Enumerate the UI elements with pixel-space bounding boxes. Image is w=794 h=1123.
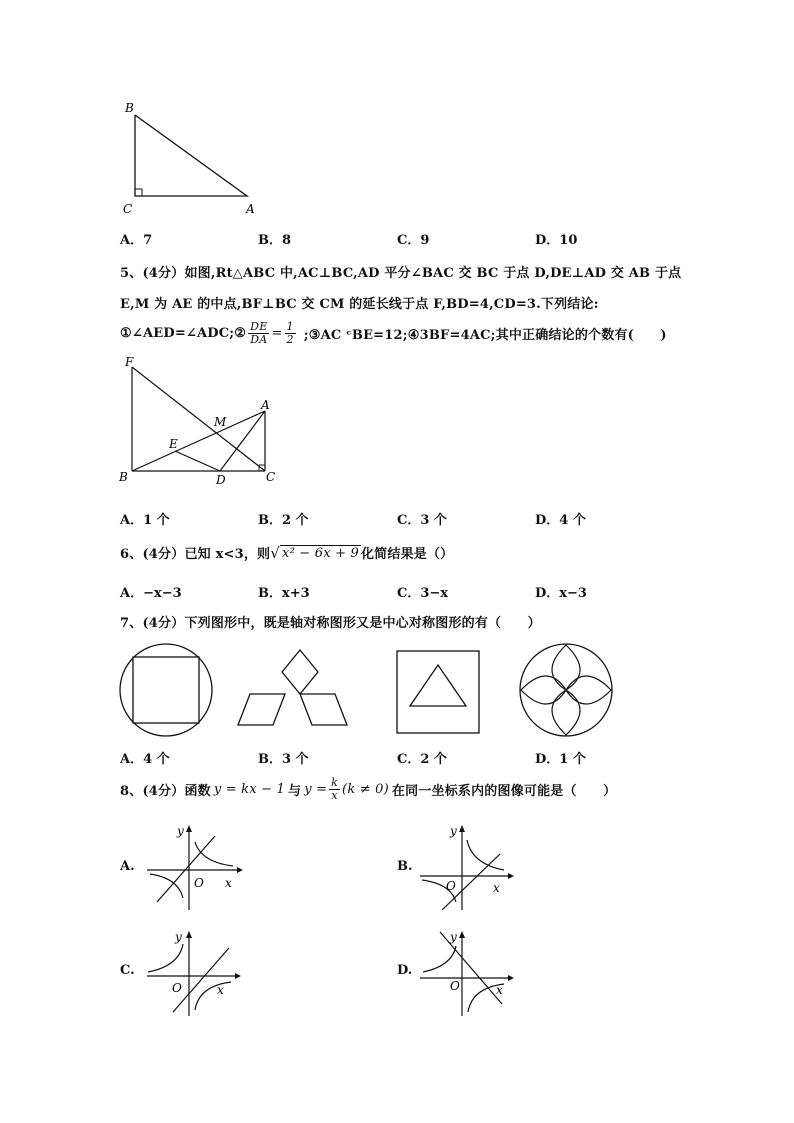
q5-label-b: B (119, 470, 128, 484)
q4-option-d[interactable]: D．10 (535, 233, 578, 248)
q8-b-origin-label: O (446, 879, 456, 893)
q4-option-b[interactable]: B．8 (258, 233, 292, 248)
vertex-label-b: B (125, 101, 134, 115)
sqrt-icon: √ (270, 543, 281, 562)
q8-question (120, 777, 616, 802)
q7-option-a[interactable]: A．4 个 (120, 752, 170, 767)
q6-text-end: 化简结果是（） (360, 547, 454, 562)
q7-option-c[interactable]: C．2 个 (397, 752, 447, 767)
q5-fraction-half: $\frac{1}{2}$ (286, 320, 294, 346)
q8-d-x-label: x (496, 983, 503, 997)
q5-fraction-de-da: $\frac{DE}{DA}$ (250, 320, 268, 346)
q8-text-start: 8、(4分）函数 (120, 784, 211, 799)
q5-line-1: 5、(4分）如图,Rt△ABC 中,AC⊥BC,AD 平分∠BAC 交 BC 于点 D,DE⊥AD 交 AB 于点 (120, 266, 682, 281)
q8-text-end: 在同一坐标系内的图像可能是（ ） (391, 784, 617, 799)
q8-graph-c[interactable] (145, 928, 245, 1018)
q6-option-a[interactable]: A．−x−3 (120, 586, 182, 601)
q5-label-m: M (214, 415, 227, 429)
q8-option-a-letter[interactable]: A. (120, 859, 135, 874)
q5-line-2: E,M 为 AE 的中点,BF⊥BC 交 CM 的延长线于点 F,BD=4,CD=3.下列结论: (120, 297, 599, 312)
q5-option-d[interactable]: D．4 个 (535, 513, 586, 528)
q6-text-start: 6、(4分）已知 x<3，则 (120, 547, 271, 562)
q8-a-x-label: x (225, 876, 232, 890)
q8-c-origin-label: O (172, 981, 182, 995)
q8-d-y-label: y (450, 930, 457, 944)
q8-option-b-letter[interactable]: B. (397, 859, 413, 874)
q7-shape-three-diamonds (250, 648, 350, 728)
q6-question (120, 543, 453, 562)
q8-option-d-letter[interactable]: D. (397, 963, 413, 978)
q8-linear-function: y = kx − 1 (213, 782, 285, 797)
q5-line-3-end: ;③AC ᶜBE=12;④3BF=4AC;其中正确结论的个数有( ) (303, 328, 667, 343)
q5-equals: = (271, 326, 283, 341)
q4-option-c[interactable]: C．9 (397, 233, 430, 248)
q7-option-b[interactable]: B．3 个 (258, 752, 309, 767)
q5-option-c[interactable]: C．3 个 (397, 513, 447, 528)
q6-option-d[interactable]: D．x−3 (535, 586, 587, 601)
q8-b-y-label: y (450, 824, 457, 838)
q6-option-c[interactable]: C．3−x (397, 586, 449, 601)
q5-line-3 (120, 321, 667, 346)
q7-shape-triangle-in-square (396, 650, 480, 734)
q5-line-3-start: ①∠AED=∠ADC;② (120, 326, 247, 341)
q5-label-f: F (125, 355, 134, 369)
q6-radicand: x² − 6x + 9 (282, 545, 359, 561)
q8-graph-b[interactable] (418, 822, 518, 912)
q5-label-d: D (216, 473, 226, 487)
q6-option-b[interactable]: B．x+3 (258, 586, 310, 601)
q8-a-y-label: y (177, 824, 184, 838)
vertex-label-a: A (246, 202, 255, 216)
vertex-label-c: C (123, 202, 133, 216)
q5-label-c: C (266, 470, 276, 484)
q8-graph-a[interactable] (145, 822, 245, 912)
q7-option-d[interactable]: D．1 个 (535, 752, 586, 767)
q5-option-b[interactable]: B．2 个 (258, 513, 309, 528)
q5-label-a: A (261, 398, 270, 412)
q8-c-y-label: y (175, 930, 182, 944)
q5-geometry-figure (115, 355, 285, 485)
q8-option-c-letter[interactable]: C. (120, 963, 135, 978)
q7-shape-four-petal-circle (518, 642, 614, 738)
q5-label-e: E (169, 437, 178, 451)
q8-inverse-lhs: y = (304, 782, 328, 797)
q8-b-x-label: x (493, 881, 500, 895)
right-triangle-figure (115, 95, 265, 220)
q8-inverse-condition: (k ≠ 0) (342, 782, 389, 797)
q7-shape-square-in-circle (118, 642, 214, 738)
q8-a-origin-label: O (194, 876, 204, 890)
q5-option-a[interactable]: A．1 个 (120, 513, 170, 528)
q4-option-a[interactable]: A．7 (120, 233, 153, 248)
q8-fraction-k-x: $\frac{k}{x}$ (331, 776, 339, 802)
q8-graph-d[interactable] (418, 928, 518, 1018)
q8-text-mid: 与 (287, 784, 302, 799)
q8-d-origin-label: O (450, 979, 460, 993)
q8-c-x-label: x (217, 983, 224, 997)
q7-question: 7、(4分）下列图形中，既是轴对称图形又是中心对称图形的有（ ） (120, 616, 541, 631)
